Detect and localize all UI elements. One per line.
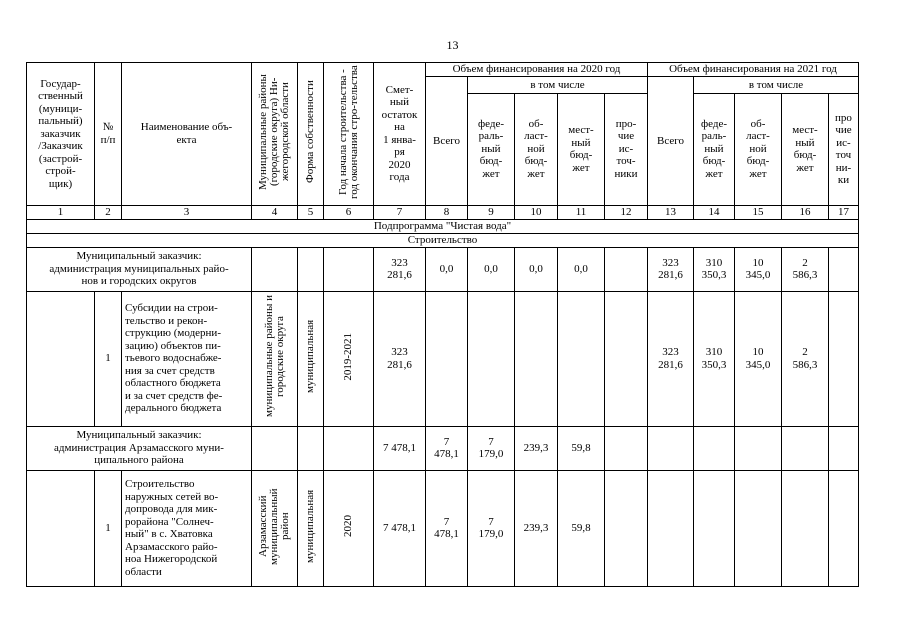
regional-2020: 0,0 (515, 247, 558, 291)
col-number: 15 (735, 205, 782, 219)
header-ownership: Форма собственности (304, 80, 316, 184)
header-total-2021: Всего (648, 77, 694, 206)
col-number: 17 (829, 205, 859, 219)
federal-2020: 7 179,0 (468, 426, 515, 470)
header-fin-2020: Объем финансирования на 2020 год (426, 63, 648, 77)
ownership: муниципальная (304, 320, 316, 394)
col-number: 9 (468, 205, 515, 219)
header-num: № п/п (95, 63, 122, 206)
object-name: Субсидии на строи- тельство и рекон- струкцию (модерни- зацию) объектов пи- тьевого водоснабже- ния за счет средств областного бюджета и за счет средств фе- дерального бюджета (122, 291, 252, 426)
col-number: 7 (374, 205, 426, 219)
col-number: 8 (426, 205, 468, 219)
group-customer: Муниципальный заказчик: администрация муниципальных райо- нов и городских округов (27, 247, 252, 291)
total-2020: 7 478,1 (426, 426, 468, 470)
estimate-value: 7 478,1 (374, 426, 426, 470)
col-number: 2 (95, 205, 122, 219)
local-2021: 2 586,3 (782, 247, 829, 291)
table-row (27, 291, 859, 426)
col-number: 13 (648, 205, 694, 219)
group-row (27, 426, 859, 470)
col-number: 1 (27, 205, 95, 219)
header-other-2020: про- чие ис- точ- ники (605, 93, 648, 205)
federal-2021: 310 350,3 (694, 291, 735, 426)
section-title: Строительство (27, 233, 859, 247)
col-number: 14 (694, 205, 735, 219)
header-federal-2020: феде- раль- ный бюд- жет (468, 93, 515, 205)
object-name: Строительство наружных сетей во- допровода для мик- рорайона "Солнеч- ный" в с. Хватовка Арзамасского райо- ноа Нижегородской области (122, 470, 252, 586)
page-number: 13 (446, 38, 459, 52)
col-number: 3 (122, 205, 252, 219)
row-number: 1 (95, 291, 122, 426)
regional-2020: 239,3 (515, 426, 558, 470)
years: 2019-2021 (342, 332, 354, 381)
col-number: 6 (324, 205, 374, 219)
header-years: Год начала строительства - год окончания стро-тельства (336, 65, 360, 199)
local-2021: 2 586,3 (782, 291, 829, 426)
total-2020: 7 478,1 (426, 470, 468, 586)
header-local-2021: мест- ный бюд- жет (782, 93, 829, 205)
col-number: 12 (605, 205, 648, 219)
header-regional-2021: об- ласт- ной бюд- жет (735, 93, 782, 205)
header-federal-2021: феде- раль- ный бюд- жет (694, 93, 735, 205)
regional-2021: 10 345,0 (735, 247, 782, 291)
header-regional-2020: об- ласт- ной бюд- жет (515, 93, 558, 205)
col-number: 16 (782, 205, 829, 219)
federal-2020: 0,0 (468, 247, 515, 291)
header-incl-2020: в том числе (468, 77, 648, 94)
group-customer: Муниципальный заказчик: администрация Арзамасского муни- ципального района (27, 426, 252, 470)
estimate-value: 323 281,6 (374, 291, 426, 426)
local-2020: 0,0 (558, 247, 605, 291)
financing-table (26, 62, 859, 587)
header-fin-2021: Объем финансирования на 2021 год (648, 63, 859, 77)
header-other-2021: про чие ис- точ ни- ки (829, 93, 859, 205)
regional-2020: 239,3 (515, 470, 558, 586)
col-number: 5 (298, 205, 324, 219)
col-number: 11 (558, 205, 605, 219)
group-row (27, 247, 859, 291)
subprogram-title: Подпрограмма "Чистая вода" (27, 219, 859, 233)
local-2020: 59,8 (558, 426, 605, 470)
estimate-value: 7 478,1 (374, 470, 426, 586)
col-number: 4 (252, 205, 298, 219)
total-2021: 323 281,6 (648, 247, 694, 291)
header-object-name: Наименование объ- екта (122, 63, 252, 206)
total-2020: 0,0 (426, 247, 468, 291)
header-local-2020: мест- ный бюд- жет (558, 93, 605, 205)
district: муниципальные районы и городские округа (262, 295, 286, 418)
header-districts: Муниципальные районы (городские округа) Ни-жегородской области (257, 74, 291, 190)
table-row (27, 470, 859, 586)
district: Арзамасский муниципальный район (257, 487, 291, 565)
col-number: 10 (515, 205, 558, 219)
regional-2021: 10 345,0 (735, 291, 782, 426)
federal-2021: 310 350,3 (694, 247, 735, 291)
years: 2020 (342, 515, 354, 538)
estimate-value: 323 281,6 (374, 247, 426, 291)
row-number: 1 (95, 470, 122, 586)
header-customer: Государ- ственный (муници- пальный) заказчик /Заказчик (застрой- строй- щик) (27, 63, 95, 206)
header-estimate: Смет- ный остаток на 1 янва- ря 2020 года (374, 63, 426, 206)
ownership: муниципальная (304, 489, 316, 563)
local-2020: 59,8 (558, 470, 605, 586)
header-total-2020: Всего (426, 77, 468, 206)
total-2021: 323 281,6 (648, 291, 694, 426)
federal-2020: 7 179,0 (468, 470, 515, 586)
header-incl-2021: в том числе (694, 77, 859, 94)
column-numbers-row (27, 205, 859, 219)
